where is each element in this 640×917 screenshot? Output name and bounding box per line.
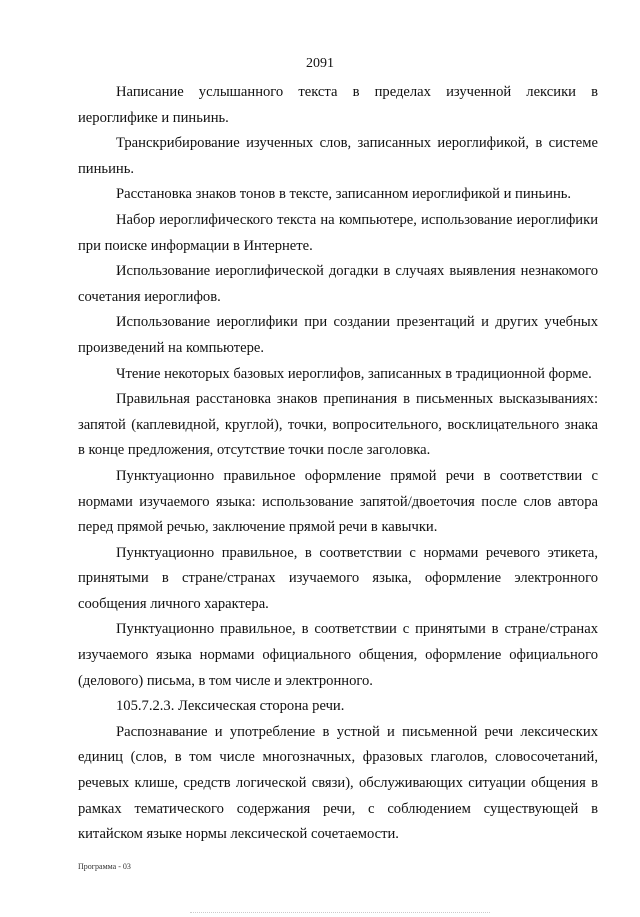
paragraph: Набор иероглифического текста на компьютере, использование иероглифики при поиске информации в Интернете. (78, 211, 598, 254)
paragraph: Чтение некоторых базовых иероглифов, записанных в традиционной форме. (116, 365, 592, 382)
paragraph: Пунктуационно правильное, в соответствии с нормами речевого этикета, принятыми в стране/странах изучаемого языка, оформление электронного сообщения личного характера. (78, 544, 598, 612)
paragraph: Использование иероглифики при создании презентаций и других учебных произведений на компьютере. (78, 314, 598, 356)
section-heading: 105.7.2.3. Лексическая сторона речи. (116, 698, 345, 715)
paragraph: Пунктуационно правильное, в соответствии с принятыми в стране/странах изучаемого языка нормами официального общения, оформление официального (делового) письма, в том числе и электронного. (78, 621, 598, 689)
footer-note: Программа - 03 (78, 862, 131, 871)
scan-artifact (190, 912, 490, 914)
paragraph: Правильная расстановка знаков препинания в письменных высказываниях: запятой (каплевидной, круглой), точки, вопросительного, восклицательного знака в конце предложения, отсутствие точки после заголовка. (78, 391, 598, 459)
paragraph: Транскрибирование изученных слов, записанных иероглификой, в системе пиньинь. (78, 135, 598, 177)
document-body (78, 80, 598, 848)
paragraph: Использование иероглифической догадки в случаях выявления незнакомого сочетания иероглифов. (78, 263, 598, 305)
page-number: 2091 (306, 56, 334, 71)
paragraph: Расстановка знаков тонов в тексте, записанном иероглификой и пиньинь. (116, 186, 572, 203)
paragraph: Написание услышанного текста в пределах изученной лексики в иероглифике и пиньинь. (78, 84, 598, 126)
paragraph: Распознавание и употребление в устной и письменной речи лексических единиц (слов, в том числе многозначных, фразовых глаголов, словосочетаний, речевых клише, средств логической связи), обслуживающих ситуации общения в рамках тематического содержания речи, с соблюдением существующей в китайском языке нормы лексической сочетаемости. (78, 723, 598, 843)
paragraph: Пунктуационно правильное оформление прямой речи в соответствии с нормами изучаемого языка: использование запятой/двоеточия после слов автора перед прямой речью, заключение прямой речи в кавычки. (78, 467, 598, 536)
